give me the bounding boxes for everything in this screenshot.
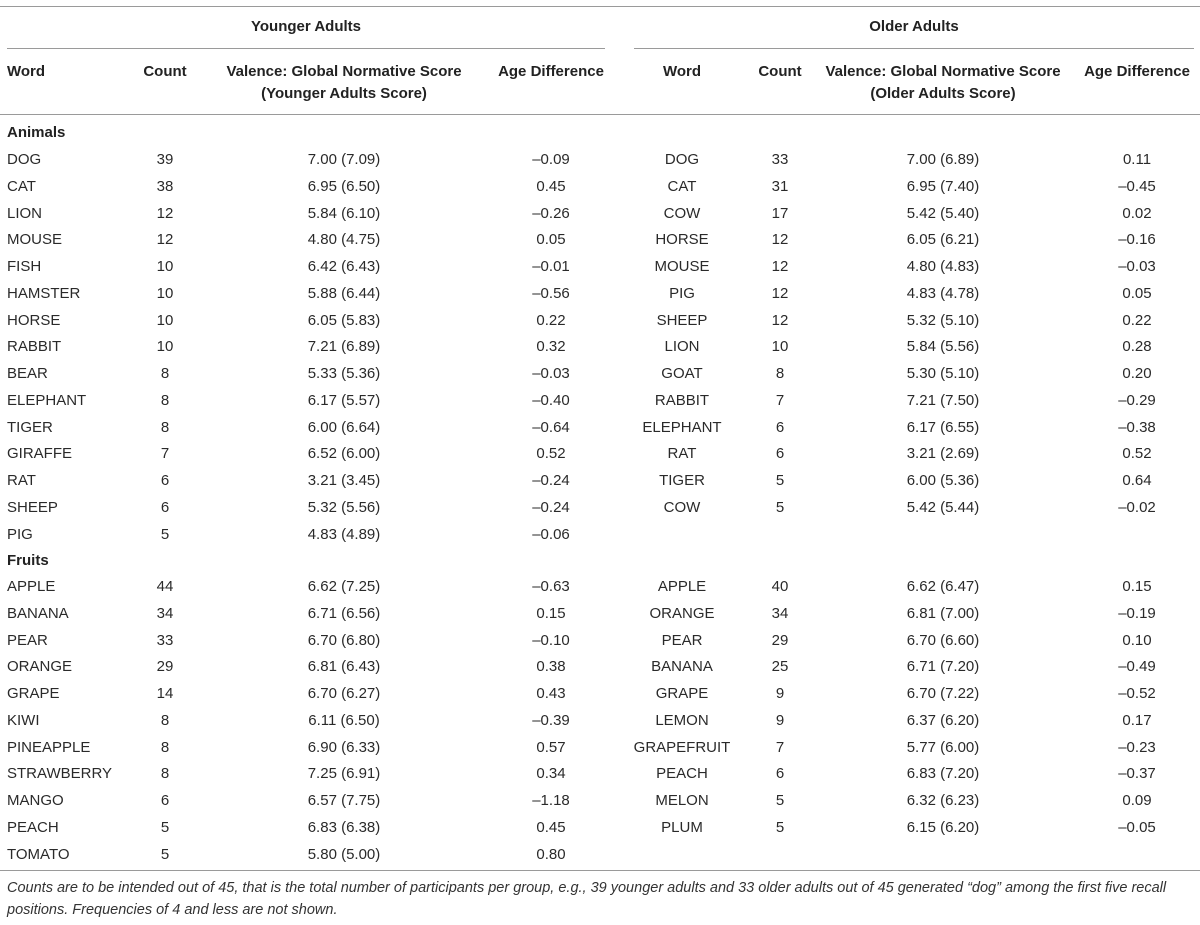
older-age-difference-header: Age Difference <box>1084 63 1190 80</box>
younger-valence-cell: 6.11 (6.50) <box>308 711 380 729</box>
table-row <box>0 441 1200 467</box>
older-count-cell: 33 <box>771 151 789 168</box>
older-valence-cell: 6.32 (6.23) <box>906 792 980 809</box>
younger-age-difference-cell: 0.22 <box>536 311 566 329</box>
younger-valence-cell: 7.00 (7.09) <box>307 151 381 168</box>
older-count-cell: 7 <box>775 391 785 409</box>
table-footnote: Counts are to be intended out of 45, that is the total number of participants per group, e.g., 39 younger adults and 33 older adults out of 45 generated “dog” among the first five recall positions. Frequencies of 4 and less are not shown. <box>7 880 1167 918</box>
older-valence-cell: 4.80 (4.83) <box>906 258 980 275</box>
older-count-cell: 34 <box>771 604 789 622</box>
younger-count-cell: 10 <box>156 338 174 356</box>
younger-age-difference-cell: –0.64 <box>532 418 570 436</box>
older-age-difference-cell: –0.16 <box>1118 231 1156 249</box>
younger-age-difference-cell: –0.01 <box>532 258 570 275</box>
younger-valence-cell: 6.71 (6.56) <box>307 604 381 622</box>
older-adults-group-header: Older Adults <box>869 18 959 35</box>
younger-count-header: Count <box>143 63 187 80</box>
older-age-difference-cell: –0.37 <box>1118 765 1156 783</box>
top-rule <box>0 6 1200 7</box>
older-valence-cell: 6.70 (6.60) <box>906 631 980 649</box>
older-word-cell: MELON <box>655 792 709 809</box>
older-valence-cell: 5.77 (6.00) <box>906 738 980 756</box>
younger-count-cell: 33 <box>156 631 174 649</box>
younger-count-cell: 44 <box>156 578 174 595</box>
younger-word-cell: LION <box>7 204 43 222</box>
older-word-cell: PLUM <box>661 818 703 836</box>
younger-word-cell: HAMSTER <box>7 284 81 302</box>
older-word-cell: PIG <box>669 284 695 302</box>
table-row <box>0 815 1200 841</box>
younger-valence-cell: 5.88 (6.44) <box>307 284 381 302</box>
older-count-cell: 5 <box>775 472 785 489</box>
younger-valence-cell: 5.84 (6.10) <box>307 204 381 222</box>
table-row <box>0 281 1200 307</box>
younger-word-cell: PINEAPPLE <box>7 738 91 756</box>
younger-word-cell: CAT <box>7 177 36 195</box>
older-valence-cell: 5.30 (5.10) <box>906 365 980 382</box>
older-group-underline <box>634 48 1194 49</box>
younger-count-cell: 39 <box>156 151 174 168</box>
older-count-cell: 7 <box>775 738 785 756</box>
older-age-difference-cell: 0.02 <box>1122 204 1152 222</box>
older-count-header: Count <box>758 63 802 80</box>
younger-valence-cell: 6.62 (7.25) <box>307 578 381 595</box>
table-row <box>0 201 1200 227</box>
older-valence-cell: 6.70 (7.22) <box>906 685 980 702</box>
younger-count-cell: 6 <box>160 792 170 809</box>
older-age-difference-cell: –0.03 <box>1118 258 1156 275</box>
table-row <box>0 468 1200 494</box>
older-count-cell: 6 <box>775 765 785 783</box>
younger-age-difference-cell: 0.43 <box>536 685 566 702</box>
younger-age-difference-cell: –0.63 <box>532 578 570 595</box>
table-row <box>0 842 1200 868</box>
younger-word-cell: MOUSE <box>7 231 63 249</box>
section-label-animals: Animals <box>7 124 66 141</box>
younger-age-difference-cell: 0.32 <box>536 338 566 356</box>
older-valence-cell: 6.83 (7.20) <box>906 765 980 783</box>
older-count-cell: 31 <box>771 177 789 195</box>
table-row <box>0 254 1200 280</box>
bottom-rule <box>0 870 1200 871</box>
older-age-difference-cell: 0.10 <box>1122 631 1152 649</box>
younger-valence-cell: 6.81 (6.43) <box>307 658 381 676</box>
younger-age-difference-cell: –0.09 <box>532 151 570 168</box>
younger-count-cell: 8 <box>160 365 170 382</box>
younger-age-difference-cell: –0.56 <box>532 284 570 302</box>
younger-age-difference-cell: –0.26 <box>532 204 570 222</box>
younger-valence-cell: 7.25 (6.91) <box>307 765 381 783</box>
older-count-cell: 25 <box>771 658 789 676</box>
younger-count-cell: 6 <box>160 498 170 516</box>
older-count-cell: 6 <box>775 445 785 463</box>
older-count-cell: 10 <box>771 338 789 356</box>
older-age-difference-cell: 0.17 <box>1122 711 1152 729</box>
younger-age-difference-cell: 0.05 <box>536 231 566 249</box>
older-valence-cell: 6.95 (7.40) <box>906 177 980 195</box>
younger-valence-cell: 6.70 (6.27) <box>307 685 381 702</box>
older-age-difference-cell: –0.52 <box>1118 685 1156 702</box>
older-age-difference-cell: 0.09 <box>1122 792 1152 809</box>
older-word-cell: COW <box>663 204 701 222</box>
older-valence-header: Valence: Global Normative Score (Older Adults Score) <box>825 63 1061 102</box>
younger-age-difference-cell: –0.39 <box>532 711 570 729</box>
younger-count-cell: 34 <box>156 604 174 622</box>
younger-word-cell: TIGER <box>7 418 53 436</box>
older-word-cell: COW <box>663 498 701 516</box>
older-valence-cell: 5.42 (5.40) <box>906 204 980 222</box>
table-row <box>0 628 1200 654</box>
younger-adults-group-header: Younger Adults <box>251 18 361 35</box>
younger-valence-header: Valence: Global Normative Score (Younger Adults Score) <box>226 63 462 102</box>
table-row <box>0 174 1200 200</box>
table-row <box>0 415 1200 441</box>
older-valence-cell: 6.37 (6.20) <box>906 711 980 729</box>
older-word-cell: ORANGE <box>649 604 715 622</box>
table-row <box>0 334 1200 360</box>
older-valence-cell: 7.00 (6.89) <box>906 151 980 168</box>
older-age-difference-cell: –0.38 <box>1118 418 1156 436</box>
older-count-cell: 12 <box>771 311 789 329</box>
older-count-cell: 6 <box>775 418 785 436</box>
younger-valence-cell: 5.80 (5.00) <box>307 845 381 863</box>
older-word-cell: APPLE <box>657 578 707 595</box>
younger-word-cell: BANANA <box>7 604 69 622</box>
table-row <box>0 227 1200 253</box>
table-row <box>0 574 1200 600</box>
younger-word-cell: STRAWBERRY <box>7 765 113 783</box>
older-age-difference-cell: 0.11 <box>1122 151 1152 168</box>
older-age-difference-cell: 0.22 <box>1122 311 1152 329</box>
older-count-cell: 40 <box>771 578 789 595</box>
table-row <box>0 601 1200 627</box>
older-count-cell: 12 <box>771 284 789 302</box>
older-valence-cell: 5.42 (5.44) <box>906 498 980 516</box>
younger-age-difference-cell: 0.15 <box>536 604 566 622</box>
younger-word-cell: SHEEP <box>7 498 58 516</box>
older-word-cell: PEAR <box>661 631 703 649</box>
table-row <box>0 147 1200 173</box>
younger-count-cell: 8 <box>160 418 170 436</box>
older-age-difference-cell: –0.29 <box>1118 391 1156 409</box>
older-count-cell: 12 <box>771 258 789 275</box>
older-word-cell: PEACH <box>656 765 708 783</box>
younger-count-cell: 12 <box>156 204 174 222</box>
older-word-cell: DOG <box>664 151 700 168</box>
older-word-cell: ELEPHANT <box>642 418 722 436</box>
younger-valence-cell: 6.57 (7.75) <box>307 792 381 809</box>
table-row <box>0 388 1200 414</box>
younger-word-cell: APPLE <box>7 578 56 595</box>
older-age-difference-cell: –0.23 <box>1118 738 1156 756</box>
older-word-cell: LION <box>664 338 700 356</box>
younger-valence-cell: 5.33 (5.36) <box>307 365 381 382</box>
younger-count-cell: 5 <box>160 845 170 863</box>
table-row <box>0 308 1200 334</box>
younger-word-cell: GRAPE <box>7 685 60 702</box>
younger-age-difference-cell: 0.57 <box>536 738 566 756</box>
older-valence-cell: 5.32 (5.10) <box>906 311 980 329</box>
younger-age-difference-header: Age Difference <box>498 63 604 80</box>
younger-valence-cell: 6.17 (5.57) <box>307 391 381 409</box>
younger-count-cell: 8 <box>160 391 170 409</box>
older-word-cell: GRAPEFRUIT <box>633 738 731 756</box>
older-age-difference-cell: 0.20 <box>1122 365 1152 382</box>
older-age-difference-cell: 0.52 <box>1122 445 1152 463</box>
younger-count-cell: 29 <box>156 658 174 676</box>
younger-count-cell: 38 <box>156 177 174 195</box>
older-valence-cell: 5.84 (5.56) <box>906 338 980 356</box>
younger-word-cell: DOG <box>7 151 42 168</box>
younger-count-cell: 7 <box>160 445 170 463</box>
older-count-cell: 17 <box>771 204 789 222</box>
younger-valence-cell: 4.83 (4.89) <box>307 525 381 543</box>
younger-valence-cell: 7.21 (6.89) <box>307 338 381 356</box>
older-word-cell: CAT <box>667 177 697 195</box>
younger-count-cell: 8 <box>160 765 170 783</box>
older-count-cell: 9 <box>775 711 785 729</box>
younger-age-difference-cell: –0.10 <box>532 631 570 649</box>
younger-age-difference-cell: –0.24 <box>532 498 570 516</box>
older-count-cell: 8 <box>775 365 785 382</box>
younger-age-difference-cell: –0.40 <box>532 391 570 409</box>
younger-word-cell: KIWI <box>7 711 40 729</box>
younger-count-cell: 12 <box>156 231 174 249</box>
section-label-fruits: Fruits <box>7 552 49 569</box>
younger-count-cell: 10 <box>156 258 174 275</box>
table-row <box>0 788 1200 814</box>
older-word-cell: TIGER <box>659 472 705 489</box>
older-valence-cell: 6.15 (6.20) <box>906 818 980 836</box>
younger-valence-cell: 4.80 (4.75) <box>307 231 381 249</box>
younger-valence-cell: 6.52 (6.00) <box>307 445 381 463</box>
younger-count-cell: 8 <box>160 738 170 756</box>
younger-word-cell: PIG <box>7 525 33 543</box>
younger-valence-cell: 6.95 (6.50) <box>307 177 381 195</box>
younger-valence-cell: 6.00 (6.64) <box>307 418 381 436</box>
younger-group-underline <box>7 48 605 49</box>
older-age-difference-cell: 0.28 <box>1122 338 1152 356</box>
younger-age-difference-cell: 0.52 <box>536 445 566 463</box>
younger-age-difference-cell: –1.18 <box>532 792 570 809</box>
older-age-difference-cell: 0.64 <box>1122 472 1152 489</box>
younger-age-difference-cell: –0.03 <box>532 365 570 382</box>
older-valence-cell: 4.83 (4.78) <box>906 284 980 302</box>
older-valence-cell: 6.81 (7.00) <box>906 604 980 622</box>
table-row <box>0 761 1200 787</box>
younger-count-cell: 14 <box>156 685 174 702</box>
younger-count-cell: 6 <box>160 472 170 489</box>
younger-word-cell: FISH <box>7 258 42 275</box>
older-count-cell: 5 <box>775 498 785 516</box>
table-row <box>0 654 1200 680</box>
older-word-cell: BANANA <box>651 658 713 676</box>
table-row <box>0 361 1200 387</box>
older-valence-cell: 6.00 (5.36) <box>906 472 980 489</box>
younger-age-difference-cell: 0.45 <box>536 818 566 836</box>
younger-word-cell: HORSE <box>7 311 61 329</box>
younger-valence-cell: 6.83 (6.38) <box>307 818 381 836</box>
older-word-header: Word <box>662 63 702 80</box>
table-row <box>0 522 1200 548</box>
older-valence-cell: 6.05 (6.21) <box>906 231 980 249</box>
younger-word-cell: ELEPHANT <box>7 391 87 409</box>
younger-word-cell: MANGO <box>7 792 64 809</box>
older-word-cell: RABBIT <box>654 391 710 409</box>
older-count-cell: 5 <box>775 818 785 836</box>
older-valence-cell: 6.62 (6.47) <box>906 578 980 595</box>
younger-word-cell: RAT <box>7 472 36 489</box>
table-row <box>0 735 1200 761</box>
younger-word-cell: PEAR <box>7 631 48 649</box>
older-age-difference-cell: –0.45 <box>1118 177 1156 195</box>
older-count-cell: 12 <box>771 231 789 249</box>
older-age-difference-cell: –0.05 <box>1118 818 1156 836</box>
older-valence-cell: 3.21 (2.69) <box>906 445 980 463</box>
younger-valence-cell: 6.42 (6.43) <box>307 258 381 275</box>
younger-count-cell: 5 <box>160 818 170 836</box>
younger-count-cell: 8 <box>160 711 170 729</box>
older-valence-cell: 7.21 (7.50) <box>906 391 980 409</box>
younger-count-cell: 10 <box>156 311 174 329</box>
header-bottom-rule <box>0 114 1200 115</box>
older-word-cell: LEMON <box>655 711 709 729</box>
younger-age-difference-cell: –0.06 <box>532 525 570 543</box>
younger-word-cell: TOMATO <box>7 845 70 863</box>
younger-count-cell: 10 <box>156 284 174 302</box>
older-count-cell: 5 <box>775 792 785 809</box>
younger-count-cell: 5 <box>160 525 170 543</box>
older-word-cell: MOUSE <box>654 258 710 275</box>
older-count-cell: 9 <box>775 685 785 702</box>
older-count-cell: 29 <box>771 631 789 649</box>
older-word-cell: SHEEP <box>656 311 708 329</box>
older-valence-cell: 6.17 (6.55) <box>906 418 980 436</box>
older-word-cell: HORSE <box>655 231 709 249</box>
younger-valence-cell: 6.05 (5.83) <box>307 311 381 329</box>
younger-word-cell: GIRAFFE <box>7 445 73 463</box>
older-age-difference-cell: 0.05 <box>1122 284 1152 302</box>
older-age-difference-cell: 0.15 <box>1122 578 1152 595</box>
younger-word-cell: RABBIT <box>7 338 62 356</box>
younger-valence-cell: 6.90 (6.33) <box>307 738 381 756</box>
younger-word-cell: ORANGE <box>7 658 73 676</box>
younger-age-difference-cell: 0.80 <box>536 845 566 863</box>
older-word-cell: GRAPE <box>655 685 709 702</box>
older-valence-cell: 6.71 (7.20) <box>906 658 980 676</box>
younger-valence-cell: 3.21 (3.45) <box>307 472 381 489</box>
younger-word-header: Word <box>7 63 46 80</box>
table-row <box>0 495 1200 521</box>
table-row <box>0 708 1200 734</box>
table-row <box>0 681 1200 707</box>
older-age-difference-cell: –0.19 <box>1118 604 1156 622</box>
younger-age-difference-cell: 0.45 <box>536 177 566 195</box>
older-word-cell: RAT <box>667 445 697 463</box>
older-word-cell: GOAT <box>661 365 703 382</box>
younger-age-difference-cell: 0.38 <box>536 658 566 676</box>
younger-valence-cell: 5.32 (5.56) <box>307 498 381 516</box>
younger-valence-cell: 6.70 (6.80) <box>307 631 381 649</box>
younger-age-difference-cell: –0.24 <box>532 472 570 489</box>
older-age-difference-cell: –0.02 <box>1118 498 1156 516</box>
younger-word-cell: PEACH <box>7 818 59 836</box>
younger-word-cell: BEAR <box>7 365 48 382</box>
younger-age-difference-cell: 0.34 <box>536 765 566 783</box>
older-age-difference-cell: –0.49 <box>1118 658 1156 676</box>
